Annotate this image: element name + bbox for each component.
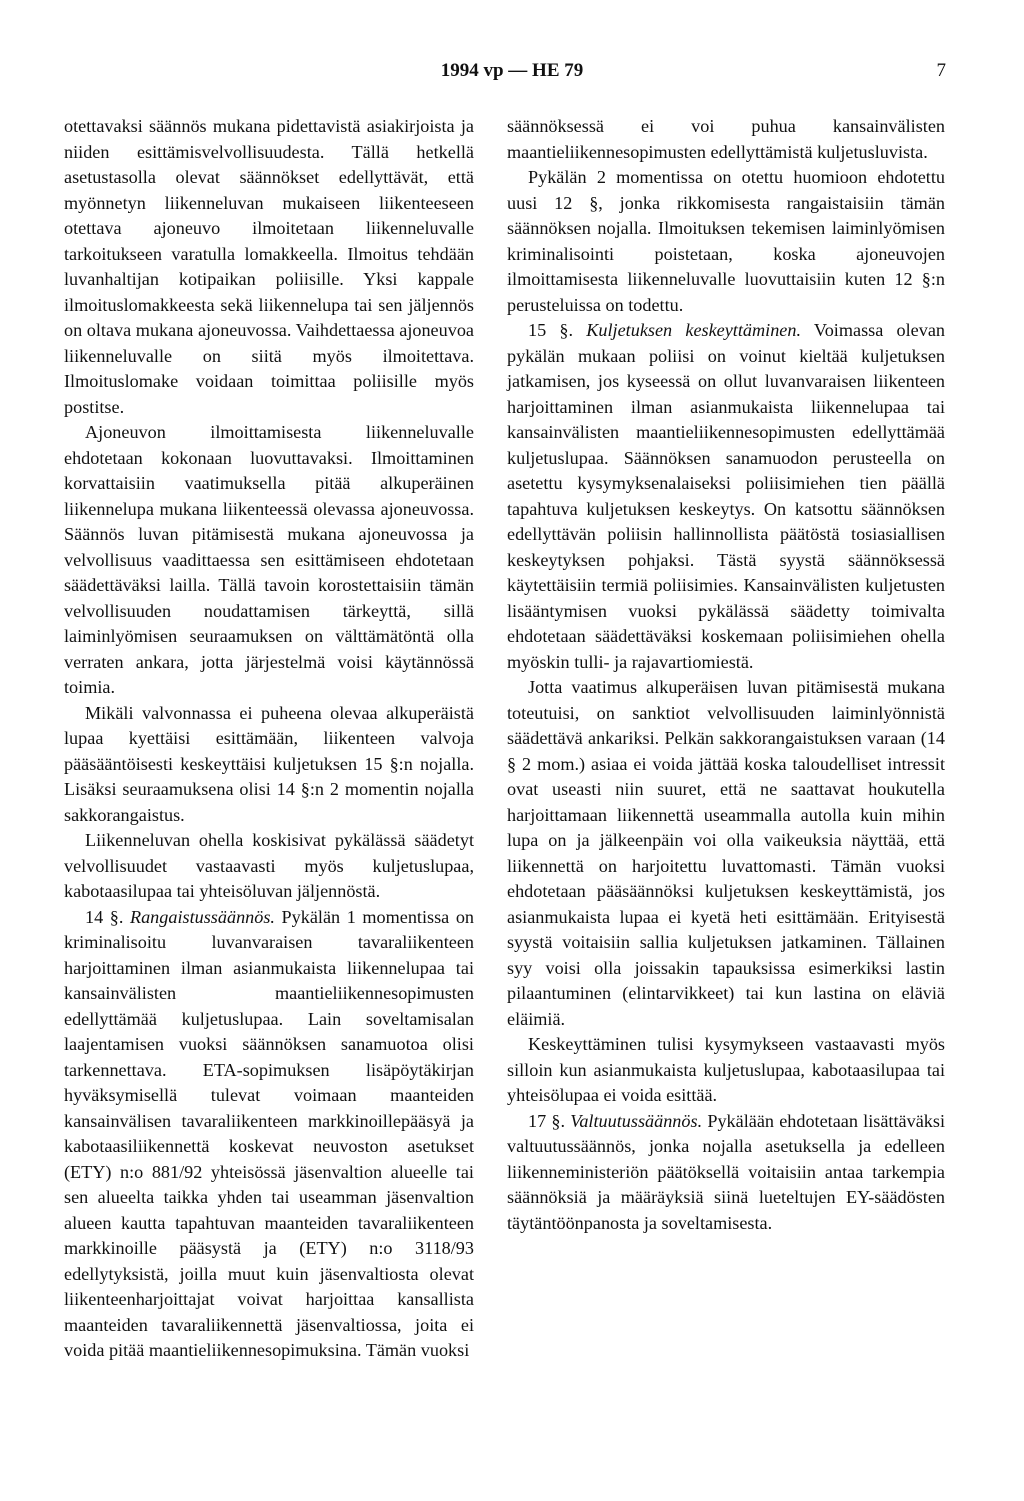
section-17-paragraph xyxy=(507,1109,945,1237)
paragraph: säännöksessä ei voi puhua kansainvälisten maantieliikennesopimusten edellyttämistä kuljetusluvista. xyxy=(507,116,945,162)
section-14-paragraph xyxy=(64,905,474,1364)
paragraph: otettavaksi säännös mukana pidettavistä asiakirjoista ja niiden esittämisvelvollisuudesta. Tällä hetkellä asetustasolla olevat säännökset edellyttävät, että myönnetyn liikenneluvan mukaiseen liikenteeseen otettava ajoneuvo ilmoitetaan liikenneluvalle tarkoitukseen varatulla lomakkeella. Ilmoitus tehdään luvanhaltijan kotipaikan poliisille. Yksi kappale ilmoituslomakkeesta sekä liikennelupa tai sen jäljennös on oltava mukana ajoneuvossa. Vaihdettaessa ajoneuvoa liikenneluvalle on siitä myös ilmoitettava. Ilmoituslomake voidaan toimittaa poliisille myös postitse. xyxy=(64,116,474,417)
paragraph: Mikäli valvonnassa ei puheena olevaa alkuperäistä lupaa kyettäisi esittämään, liikenteen valvoja pääsääntöisesti keskeyttäisi kuljetuksen 15 §:n nojalla. Lisäksi seuraamuksena olisi 14 §:n 2 momentin nojalla sakkorangaistus. xyxy=(64,702,474,825)
section-title: Valtuutussäännös. xyxy=(570,1110,703,1131)
section-15-paragraph xyxy=(507,318,945,675)
paragraph: Jotta vaatimus alkuperäisen luvan pitämisestä mukana toteutuisi, on sanktiot velvollisuuden laiminlyönnistä säädettävä ankariksi. Pelkän sakkorangaistuksen varaan (14 § 2 mom.) asiaa ei voida jättää koska taloudelliset intressit ovat useasti niin suuret, että ne saattavat houkutella harjoittamaan liikennettä useammalla autolla kuin mihin lupa on ja jälkeenpäin voi olla vaikeuksia näyttää, että liikennettä on harjoitettu luvattomasti. Tämän vuoksi ehdotetaan pääsäännöksi kuljetuksen keskeyttämistä, jos asianmukaista lupaa ei kyetä heti esittämään. Erityisestä syystä voitaisiin sallia kuljetuksen jatkaminen. Tällainen syy voisi olla joissakin tapauksissa esimerkiksi lastin pilaantuminen (elintarvikkeet) tai kun lastina on eläviä eläimiä. xyxy=(507,677,945,1029)
section-title: Rangaistussäännös. xyxy=(129,906,275,927)
paragraph: Pykälän 2 momentissa on otettu huomioon ehdotettu uusi 12 §, jonka rikkomisesta rangaistaisiin tämän säännöksen nojalla. Ilmoituksen tekemisen laiminlyömisen kriminalisointi poistetaan, koska ajoneuvojen ilmoittamisesta liikenneluvalle luovuttaisiin kuten 12 §:n perusteluissa on todettu. xyxy=(507,167,945,315)
paragraph: Ajoneuvon ilmoittamisesta liikenneluvalle ehdotetaan kokonaan luovuttavaksi. Ilmoittaminen korvattaisiin vaatimuksella pitää alkuperäinen liikennelupa mukana liikenteessä olevassa ajoneuvossa. Säännös luvan pitämisestä mukana ajoneuvossa ja velvollisuus vaadittaessa sen esittämiseen ehdotetaan säädettäväksi lailla. Tällä tavoin korostettaisiin tämän velvollisuuden noudattamisen tärkeyttä, sillä laiminlyömisen seuraamuksen on välttämätöntä olla verraten ankara, jotta järjestelmä voisi käytännössä toimia. xyxy=(64,422,474,697)
section-number: 14 §. xyxy=(85,906,130,927)
section-body: Pykälän 1 momentissa on kriminalisoitu luvanvaraisen tavaraliikenteen harjoittaminen ilman asianmukaista liikennelupaa tai kansainvälisten maantieliikennesopimusten edellyttämää kuljetuslupaa. Lain soveltamisalan laajentamisen vuoksi säännöksen sanamuotoa olisi tarkennettava. ETA-sopimuksen lisäpöytäkirjan hyväksymisellä tulevat voimaan maanteiden kansainvälisen tavaraliikenteen markkinoillepääsyä ja kabotaasiliikennettä koskevat neuvoston asetukset (ETY) n:o 881/92 yhteisössä jäsenvaltion alueelle tai sen alueelta taikka yhden tai useamman jäsenvaltion alueen kautta tapahtuvan maanteiden tavaraliikenteen markkinoille pääsystä ja (ETY) n:o 3118/93 edellytyksistä, joilla muut kuin jäsenvaltiosta olevat liikenteenharjoittajat voivat harjoittaa kansallista maanteiden tavaraliikennettä jäsenvaltiossa, joita ei voida pitää maantieliikennesopimuksina. Tämän vuoksi xyxy=(64,906,475,1360)
paragraph: Keskeyttäminen tulisi kysymykseen vastaavasti myös silloin kun asianmukaista kuljetuslupaa, kabotaasilupaa tai yhteisölupaa ei voida esittää. xyxy=(507,1034,945,1105)
section-title: Kuljetuksen keskeyttäminen. xyxy=(586,320,802,340)
page-header xyxy=(0,60,1024,88)
section-number: 15 §. xyxy=(528,320,587,340)
section-body: Voimassa olevan pykälän mukaan poliisi on voinut kieltää kuljetuksen jatkamisen, jos kyseessä on ollut luvanvaraisen liikenteen harjoittaminen ilman asianmukaista liikennelupaa tai kansainvälisten maantieliikennesopimusten edellyttämää kuljetuslupaa. Säännöksen sanamuodon perusteella on asetettu kysymyksenalaiseksi poliisimiehen tien päällä tapahtuva kuljetuksen keskeytys. On katsottu säännöksen edellyttävän poliisin hallinnollista päätöstä tosiasiallisen keskeytyksen pohjaksi. Tästä syystä säännöksessä käytettäisiin termiä poliisimies. Kansainvälisten kuljetusten lisääntymisen vuoksi pykälässä säädetty toimivalta ehdotetaan säädettäväksi koskemaan poliisimiehen ohella myöskin tulli- ja rajavartiomiestä. xyxy=(507,320,945,672)
paragraph: Liikenneluvan ohella koskisivat pykälässä säädetyt velvollisuudet vastaavasti myös kuljetuslupaa, kabotaasilupaa tai yhteisöluvan jäljennöstä. xyxy=(64,830,474,901)
section-number: 17 §. xyxy=(528,1110,571,1131)
right-column xyxy=(507,114,945,1236)
section-body: Pykälään ehdotetaan lisättäväksi valtuutussäännös, jonka nojalla asetuksella ja edelleen liikenneministeriön päätöksellä voitaisiin antaa tarkempia säännöksiä ja määräyksiä siinä lueteltujen EY-säädösten täytäntöönpanosta ja soveltamisesta. xyxy=(507,1110,945,1233)
running-head: 1994 vp — HE 79 xyxy=(440,60,584,81)
left-column xyxy=(64,114,474,1364)
page-number: 7 xyxy=(936,60,946,81)
